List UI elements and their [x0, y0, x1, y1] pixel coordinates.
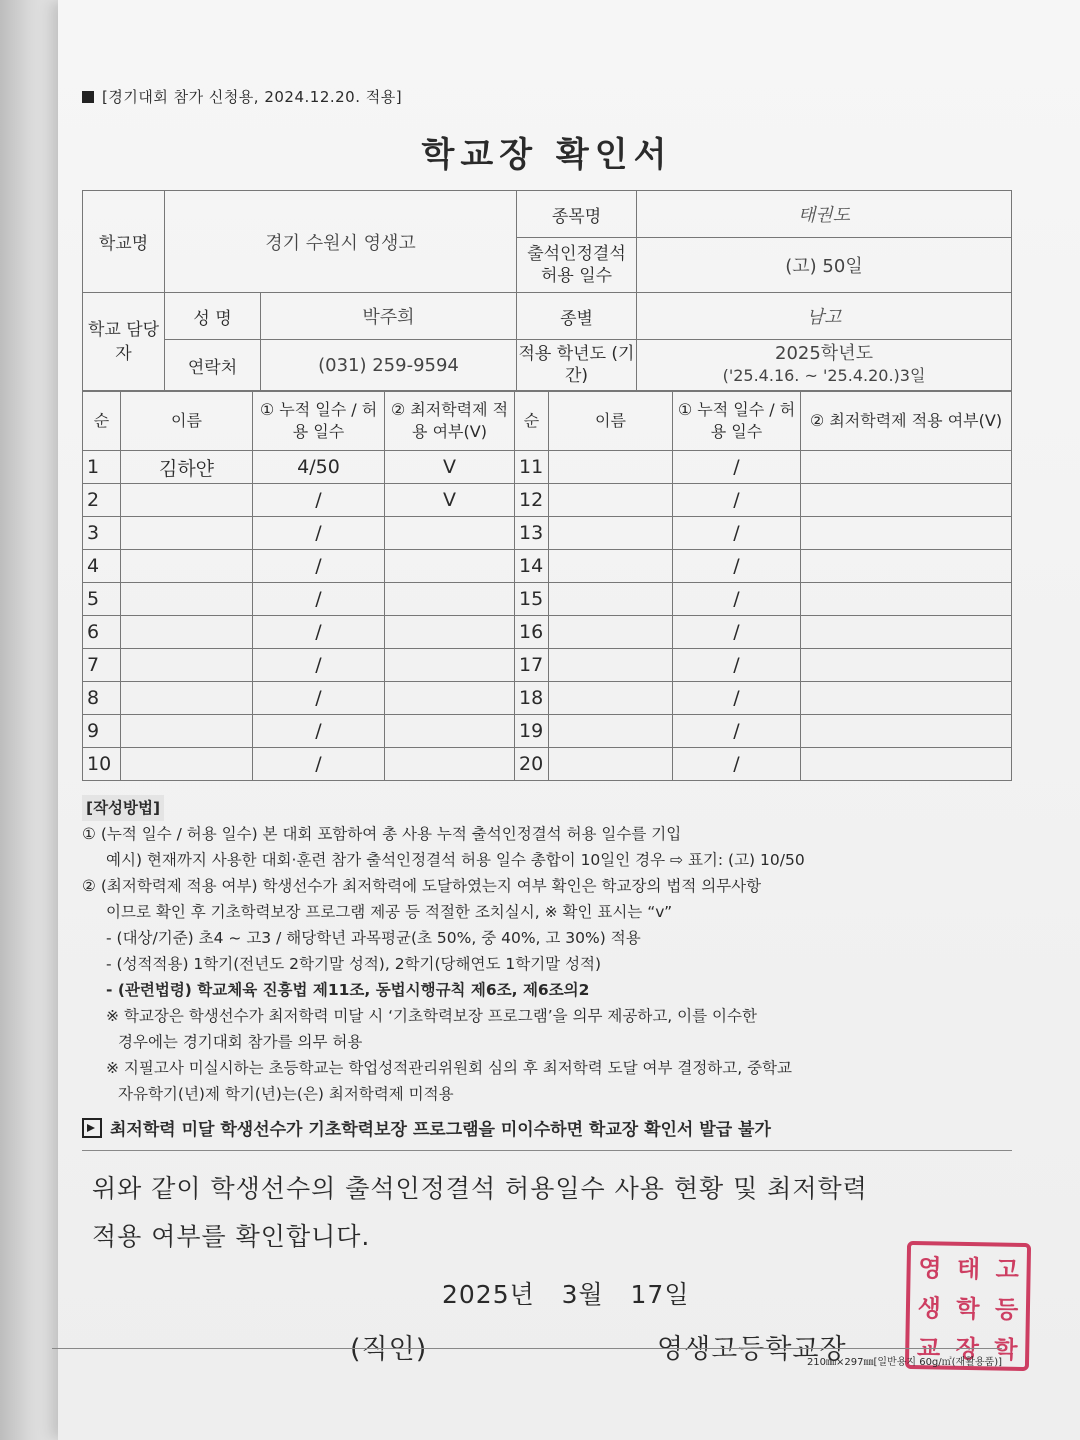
row-min [385, 616, 515, 649]
info-table [82, 190, 1012, 391]
note-1b: 예시) 현재까지 사용한 대회·훈련 참가 출석인정결석 허용 일수 총합이 10일인 경우 ⇨ 표기: (고) 10/50 [106, 851, 805, 869]
row-days: / [253, 649, 385, 682]
row-days: / [673, 517, 801, 550]
row-no: 11 [515, 451, 549, 484]
event-value: 태권도 [637, 191, 1012, 238]
detail-law: - (관련법령) 학교체육 진흥법 제11조, 동법시행규칙 제6조, 제6조의2 [106, 981, 590, 999]
col-no-right: 순 [515, 392, 549, 451]
row-days: / [673, 682, 801, 715]
contact-label: 연락처 [165, 340, 261, 391]
col-days-right: ① 누적 일수 / 허용 일수 [673, 392, 801, 451]
row-min: V [385, 484, 515, 517]
row-days: / [253, 616, 385, 649]
row-no: 20 [515, 748, 549, 781]
year-value: 2025학년도 [775, 343, 873, 364]
row-name [549, 682, 673, 715]
row-name [121, 748, 253, 781]
row-min [801, 715, 1012, 748]
row-name [549, 649, 673, 682]
row-no: 5 [83, 583, 121, 616]
row-no: 3 [83, 517, 121, 550]
row-days: / [253, 484, 385, 517]
seal-character: 태 [956, 1254, 981, 1283]
confirm-line-2: 적용 여부를 확인합니다. [92, 1222, 371, 1251]
row-days: / [673, 649, 801, 682]
row-min [385, 649, 515, 682]
row-min [801, 517, 1012, 550]
col-name-right: 이름 [549, 392, 673, 451]
row-name [121, 517, 253, 550]
name-value: 박주희 [261, 293, 517, 340]
row-min: V [385, 451, 515, 484]
event-label: 종목명 [517, 191, 637, 238]
row-min [801, 616, 1012, 649]
col-no-left: 순 [83, 392, 121, 451]
contact-value: (031) 259-9594 [261, 340, 517, 391]
row-name [121, 649, 253, 682]
row-no: 7 [83, 649, 121, 682]
col-min-left: ② 최저학력제 적용 여부(V) [385, 392, 515, 451]
table-row [83, 517, 1012, 550]
divider [82, 1150, 1012, 1151]
table-row [83, 583, 1012, 616]
document-title: 학교장 확인서 [421, 135, 673, 175]
seal-character: 교 [916, 1333, 941, 1363]
row-name [121, 616, 253, 649]
allowed-days-value: (고) 50일 [637, 238, 1012, 293]
row-no: 14 [515, 550, 549, 583]
row-min [801, 484, 1012, 517]
row-min [385, 517, 515, 550]
row-days: / [673, 451, 801, 484]
row-min [801, 649, 1012, 682]
row-min [385, 550, 515, 583]
row-name [549, 451, 673, 484]
note-2b: 이므로 확인 후 기초학력보장 프로그램 제공 등 적절한 조치실시, ※ 확인 표시는 “v” [106, 903, 673, 921]
row-no: 17 [515, 649, 549, 682]
table-row [83, 682, 1012, 715]
row-no: 2 [83, 484, 121, 517]
table-row [83, 451, 1012, 484]
row-name [549, 550, 673, 583]
issue-date: 2025년 3월 17일 [442, 1280, 690, 1309]
principal-name: 영생고등학교장 [657, 1334, 847, 1365]
period-value: ('25.4.16. ~ '25.4.20.)3일 [722, 366, 926, 385]
row-no: 16 [515, 616, 549, 649]
col-min-right: ② 최저학력제 적용 여부(V) [801, 392, 1012, 451]
arrow-box-icon [82, 1118, 102, 1138]
confirm-line-1: 위와 같이 학생선수의 출석인정결석 허용일수 사용 현황 및 최저학력 [92, 1174, 868, 1203]
row-no: 12 [515, 484, 549, 517]
student-table [82, 391, 1012, 781]
document-content [82, 86, 1012, 1366]
row-name: 김하얀 [121, 451, 253, 484]
row-name [121, 484, 253, 517]
row-min [801, 583, 1012, 616]
school-value: 경기 수원시 영생고 [165, 191, 517, 293]
col-name-left: 이름 [121, 392, 253, 451]
row-days: / [673, 484, 801, 517]
remark-1a: ※ 학교장은 학생선수가 최저학력 미달 시 ‘기초학력보장 프로그램’을 의무 제공하고, 이를 이수한 [106, 1007, 757, 1025]
row-name [549, 484, 673, 517]
row-min [801, 451, 1012, 484]
header-note-text: [경기대회 참가 신청용, 2024.12.20. 적용] [102, 88, 403, 106]
row-name [549, 517, 673, 550]
table-row [83, 550, 1012, 583]
row-min [385, 748, 515, 781]
row-name [121, 550, 253, 583]
row-days: / [253, 682, 385, 715]
row-days: / [253, 517, 385, 550]
row-name [549, 583, 673, 616]
row-days: / [673, 616, 801, 649]
row-days: / [673, 583, 801, 616]
col-days-left: ① 누적 일수 / 허용 일수 [253, 392, 385, 451]
row-min [801, 748, 1012, 781]
manager-label: 학교 담당자 [83, 293, 165, 391]
row-days: 4/50 [253, 451, 385, 484]
warning-text: 최저학력 미달 학생선수가 기초학력보장 프로그램을 미이수하면 학교장 확인서 발급 불가 [110, 1120, 771, 1140]
row-days: / [673, 715, 801, 748]
seal-character: 장 [955, 1334, 980, 1363]
seal-character: 고 [995, 1254, 1020, 1284]
row-days: / [253, 715, 385, 748]
row-min [385, 715, 515, 748]
row-no: 9 [83, 715, 121, 748]
table-row [83, 616, 1012, 649]
table-row [83, 649, 1012, 682]
row-no: 10 [83, 748, 121, 781]
row-no: 18 [515, 682, 549, 715]
remark-1b: 경우에는 경기대회 참가를 의무 허용 [118, 1033, 363, 1051]
seal-character: 학 [994, 1334, 1018, 1364]
row-days: / [253, 550, 385, 583]
confirmation-text [82, 1165, 1012, 1261]
row-no: 19 [515, 715, 549, 748]
row-no: 13 [515, 517, 549, 550]
row-name [549, 715, 673, 748]
gender-label: 종별 [517, 293, 637, 340]
detail-target: - (대상/기준) 초4 ~ 고3 / 해당학년 과목평균(초 50%, 중 40%, 고 30%) 적용 [106, 929, 641, 947]
remark-2b: 자유학기(년)제 학기(년)는(은) 최저학력제 미적용 [118, 1085, 454, 1103]
row-days: / [253, 583, 385, 616]
warning-line [82, 1115, 1012, 1140]
seal-character: 등 [994, 1294, 1019, 1324]
allowed-days-label: 출석인정결석 허용 일수 [517, 238, 637, 293]
school-label: 학교명 [83, 191, 165, 293]
year-label: 적용 학년도 (기간) [517, 340, 637, 391]
row-days: / [253, 748, 385, 781]
paper-spec: 210㎜×297㎜[일반용지 60g/㎡(재활용품)] [52, 1348, 1002, 1368]
row-name [121, 715, 253, 748]
row-days: / [673, 748, 801, 781]
row-no: 15 [515, 583, 549, 616]
seal-character: 학 [956, 1294, 980, 1323]
year-cell [637, 340, 1012, 391]
row-min [385, 682, 515, 715]
row-no: 8 [83, 682, 121, 715]
instructions [82, 795, 1012, 1107]
gender-value: 남고 [637, 293, 1012, 340]
seal-character: 영 [918, 1253, 942, 1283]
header-note [82, 86, 1012, 107]
row-min [801, 550, 1012, 583]
row-name [549, 616, 673, 649]
note-1a: ① (누적 일수 / 허용 일수) 본 대회 포함하여 총 사용 누적 출석인정결석 허용 일수를 기입 [82, 825, 682, 843]
row-no: 4 [83, 550, 121, 583]
note-2a: ② (최저학력제 적용 여부) 학생선수가 최저학력에 도달하였는지 여부 확인은 학교장의 법적 의무사항 [82, 877, 762, 895]
row-no: 6 [83, 616, 121, 649]
row-name [121, 682, 253, 715]
row-min [801, 682, 1012, 715]
instructions-heading: [작성방법] [82, 795, 164, 821]
name-label: 성 명 [165, 293, 261, 340]
row-name [121, 583, 253, 616]
seal-character: 생 [917, 1293, 942, 1323]
square-bullet-icon [82, 91, 94, 103]
row-days: / [673, 550, 801, 583]
student-table-body [83, 451, 1012, 781]
remark-2a: ※ 지필고사 미실시하는 초등학교는 학업성적관리위원회 심의 후 최저학력 도달 여부 결정하고, 중학교 [106, 1059, 793, 1077]
row-name [549, 748, 673, 781]
row-no: 1 [83, 451, 121, 484]
table-row [83, 748, 1012, 781]
table-row [83, 484, 1012, 517]
seal-label: (직인) [350, 1334, 428, 1365]
row-min [385, 583, 515, 616]
detail-grades: - (성적적용) 1학기(전년도 2학기말 성적), 2학기(당해연도 1학기말 성적) [106, 955, 602, 973]
table-row [83, 715, 1012, 748]
